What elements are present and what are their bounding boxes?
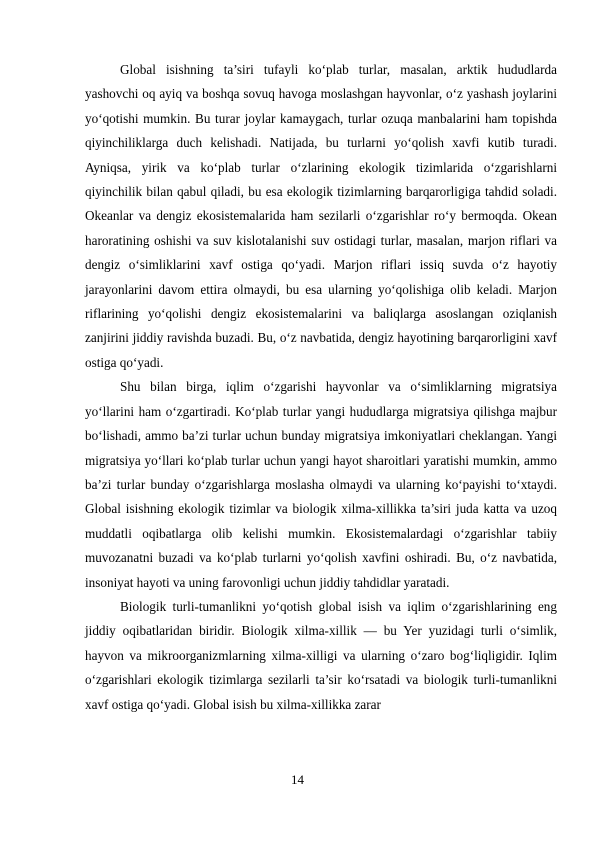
paragraph-2: Shu bilan birga, iqlim o‘zgarishi hayvonlar va o‘simliklarning migratsiya yo‘llarini ham o‘zgartiradi. Ko‘plab turlar yangi hududlarga migratsiya qilishga majbur bo‘lishadi, ammo ba’zi turlar uchun bunday migratsiya imkoniyatlari cheklangan. Yangi migratsiya yo‘llari ko‘plab turlar uchun yangi hayot sharoitlari yaratishi mumkin, ammo ba’zi turlar bunday o‘zgarishlarga moslasha olmaydi va ularning ko‘payishi to‘xtaydi. Global isishning ekologik tizimlar va biologik xilma-xillikka ta’siri juda katta va uzoq muddatli oqibatlarga olib kelishi mumkin. Ekosistemalardagi o‘zgarishlar tabiiy muvozanatni buzadi va ko‘plab turlarni yo‘qolish xavfini oshiradi. Bu, o‘z navbatida, insoniyat hayoti va uning farovonligi uchun jiddiy tahdidlar yaratadi. bbox=[85, 379, 557, 590]
page-number: 14 bbox=[291, 772, 304, 787]
paragraph-1: Global isishning ta’siri tufayli ko‘plab turlar, masalan, arktik hududlarda yashovchi oq ayiq va boshqa sovuq havoga moslashgan hayvonlar, o‘z yashash joylarini yo‘qotishi mumkin. Bu turar joylar kamaygach, turlar ozuqa manbalarini ham topishda qiyinchiliklarga duch kelishadi. Natijada, bu turlarni yo‘qolish xavfi kutib turadi. Ayniqsa, yirik va ko‘plab turlar o‘zlarining ekologik tizimlarida o‘zgarishlarni qiyinchilik bilan qabul qiladi, bu esa ekologik tizimlarning barqarorligiga tahdid soladi. Okeanlar va dengiz ekosistemalarida ham sezilarli o‘zgarishlar ro‘y bermoqda. Okean haroratining oshishi va suv kislotalanishi suv ostidagi turlar, masalan, marjon riflari va dengiz o‘simliklarini xavf ostiga qo‘yadi. Marjon riflari issiq suvda o‘z hayotiy jarayonlarini davom ettira olmaydi, bu esa ularning yo‘qolishiga olib keladi. Marjon riflarining yo‘qolishi dengiz ekosistemalarini va baliqlarga asoslangan oziqlanish zanjirini jiddiy ravishda buzadi. Bu, o‘z navbatida, dengiz hayotining barqarorligini xavf ostiga qo‘yadi. bbox=[85, 62, 557, 370]
text-body bbox=[85, 58, 557, 717]
paragraph-3: Biologik turli-tumanlikni yo‘qotish global isish va iqlim o‘zgarishlarining eng jiddiy oqibatlaridan biridir. Biologik xilma-xillik — bu Yer yuzidagi turli o‘simlik, hayvon va mikroorganizmlarning xilma-xilligi va ularning o‘zaro bog‘liqligidir. Iqlim o‘zgarishlari ekologik tizimlarga sezilarli ta’sir ko‘rsatadi va biologik turli-tumanlikni xavf ostiga qo‘yadi. Global isish bu xilma-xillikka zarar bbox=[85, 598, 557, 712]
